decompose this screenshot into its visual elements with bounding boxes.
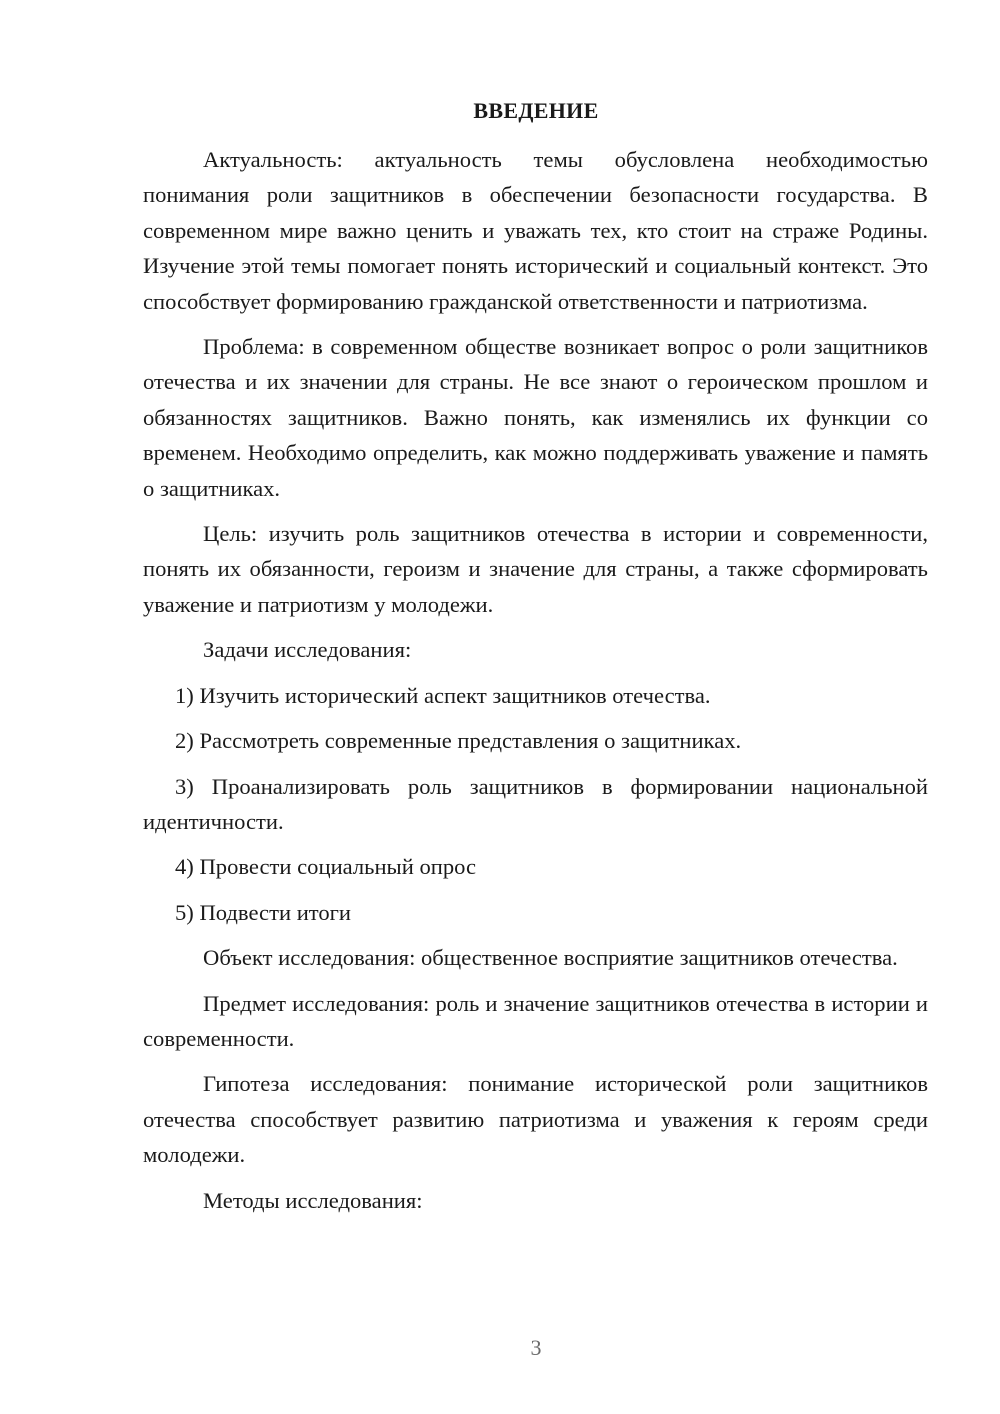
list-item-task-1: 1) Изучить исторический аспект защитников отечества.	[175, 682, 711, 708]
paragraph-relevance: Актуальность: актуальность темы обусловлена необходимостью понимания роли защитников в обеспечении безопасности государства. В современном мире важно ценить и уважать тех, кто стоит на страже Родины. Изучение этой темы помогает понять исторический и социальный контекст. Это способствует формированию гражданской ответственности и патриотизма.	[143, 147, 928, 314]
list-item-task-2: 2) Рассмотреть современные представления о защитниках.	[175, 728, 742, 754]
paragraph-problem: Проблема: в современном обществе возникает вопрос о роли защитников отечества и их значении для страны. Не все знают о героическом прошлом и обязанностях защитников. Важно понять, как изменялись их функции со временем. Необходимо определить, как можно поддерживать уважение и память о защитниках.	[143, 334, 928, 501]
list-item-task-5: 5) Подвести итоги	[175, 899, 352, 925]
paragraph-subject: Предмет исследования: роль и значение защитников отечества в истории и современности.	[143, 990, 928, 1051]
list-item-task-3: 3) Проанализировать роль защитников в формировании национальной идентичности.	[143, 773, 928, 834]
body-text	[143, 142, 928, 1228]
paragraph-hypothesis: Гипотеза исследования: понимание исторической роли защитников отечества способствует развитию патриотизма и уважения к героям среди молодежи.	[143, 1071, 928, 1168]
paragraph-goal: Цель: изучить роль защитников отечества в истории и современности, понять их обязанности, героизм и значение для страны, а также сформировать уважение и патриотизм у молодежи.	[143, 521, 928, 617]
paragraph-methods: Методы исследования:	[203, 1187, 423, 1213]
list-item-task-4: 4) Провести социальный опрос	[175, 854, 477, 880]
paragraph-tasks-heading: Задачи исследования:	[203, 637, 412, 663]
section-title: ВВЕДЕНИЕ	[473, 98, 599, 123]
paragraph-object: Объект исследования: общественное восприятие защитников отечества.	[203, 945, 898, 971]
page-number: 3	[530, 1335, 542, 1360]
